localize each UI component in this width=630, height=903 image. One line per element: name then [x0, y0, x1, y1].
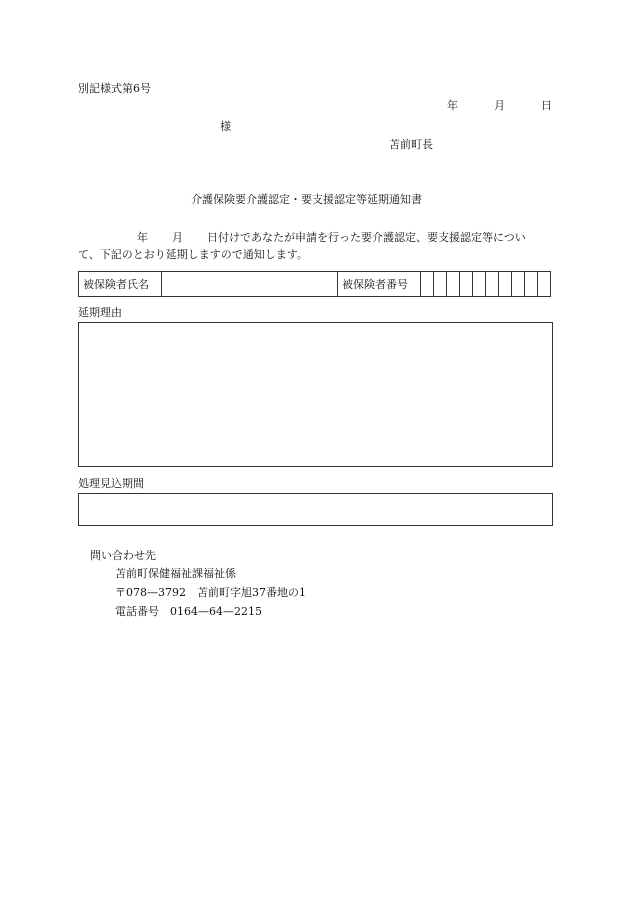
insured-number-digit-8[interactable] [512, 272, 525, 297]
insured-number-label: 被保険者番号 [338, 272, 421, 297]
insured-number-digit-10[interactable] [538, 272, 551, 297]
contact-phone: 電話番号 0164—64—2215 [115, 605, 262, 618]
insured-number-digit-9[interactable] [525, 272, 538, 297]
contact-heading: 問い合わせ先 [90, 549, 156, 562]
body-line-1-text: 日付けであなたが申請を行った要介護認定、要支援認定等につい [207, 231, 526, 244]
period-box[interactable] [78, 493, 553, 526]
contact-department: 苫前町保健福祉課福祉係 [115, 567, 236, 580]
insured-name-label: 被保険者氏名 [79, 272, 162, 297]
reason-label: 延期理由 [78, 306, 122, 319]
insured-number-digit-1[interactable] [421, 272, 434, 297]
date-month-label: 月 [494, 99, 505, 112]
insured-number-digit-2[interactable] [434, 272, 447, 297]
insured-number-digit-5[interactable] [473, 272, 486, 297]
date-year-label: 年 [447, 99, 458, 112]
insured-info-table [78, 271, 551, 297]
form-id: 別記様式第6号 [78, 82, 151, 95]
sender-title: 苫前町長 [389, 138, 433, 151]
body-paragraph [78, 229, 554, 263]
insured-number-digit-7[interactable] [499, 272, 512, 297]
contact-address: 〒078—3792 苫前町字旭37番地の1 [115, 586, 306, 599]
date-day-label: 日 [541, 99, 552, 112]
document-title: 介護保険要介護認定・要支援認定等延期通知書 [191, 193, 422, 206]
insured-name-field[interactable] [162, 272, 338, 297]
reason-box[interactable] [78, 322, 553, 467]
body-line-2: て、下記のとおり延期しますので通知します。 [78, 248, 308, 261]
insured-number-digit-4[interactable] [460, 272, 473, 297]
body-line-1 [78, 229, 554, 246]
body-month-label: 月 [172, 231, 183, 244]
insured-number-digit-3[interactable] [447, 272, 460, 297]
insured-number-digit-6[interactable] [486, 272, 499, 297]
period-label: 処理見込期間 [78, 477, 144, 490]
body-year-label: 年 [137, 231, 148, 244]
recipient-suffix: 様 [220, 120, 231, 133]
